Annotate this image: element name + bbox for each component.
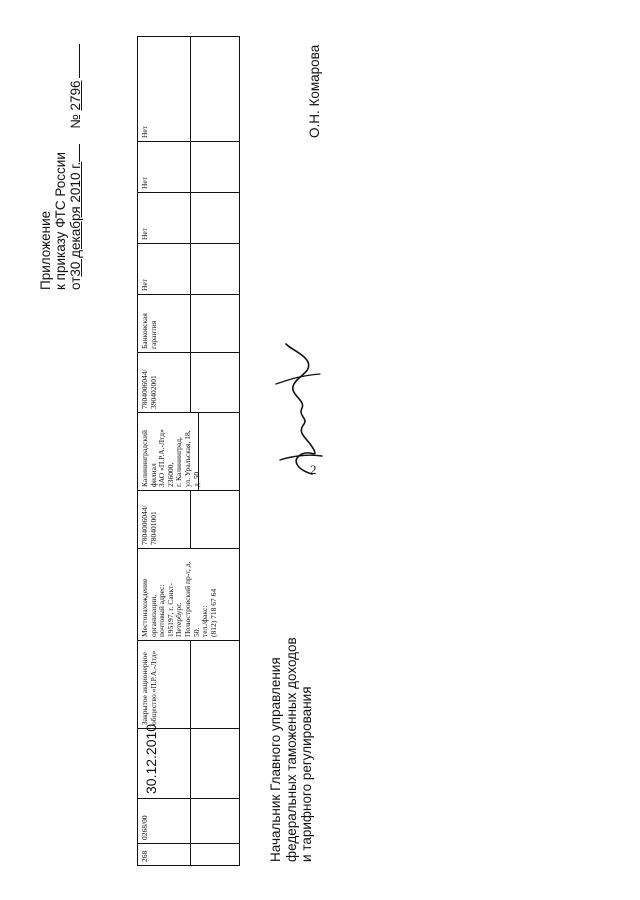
branch-line: г. Калининград, bbox=[174, 437, 184, 487]
col-branch bbox=[138, 412, 239, 490]
branch-line: ул. Уральская, 18, bbox=[182, 430, 192, 487]
col-flag-3 bbox=[138, 141, 239, 192]
address-line: 195197, г. Санкт-Петербург, bbox=[165, 583, 184, 637]
header-order-ref: к приказу ФТС России bbox=[53, 152, 68, 290]
col-row-number bbox=[138, 843, 239, 865]
organization-address bbox=[138, 549, 239, 640]
registration-date: 30.12.2010 bbox=[143, 723, 159, 794]
col-guarantee bbox=[138, 294, 239, 352]
signatory-title-line: Начальник Главного управления bbox=[268, 657, 283, 862]
registration-code: 0268/00 bbox=[140, 815, 149, 840]
col-organization-name bbox=[138, 640, 239, 728]
guarantee-type: Банковская гарантия bbox=[140, 313, 158, 349]
row-number: 268 bbox=[140, 850, 149, 862]
header-order-date-line bbox=[68, 44, 83, 290]
handwritten-signature bbox=[268, 340, 328, 480]
rotated-page-content bbox=[0, 20, 620, 880]
order-number: 2796 bbox=[68, 80, 83, 111]
flag-1-value: Нет bbox=[140, 278, 149, 291]
address-line: Полюстровский пр-т, д. 50. bbox=[182, 561, 201, 637]
flag-4-value: Нет bbox=[140, 125, 149, 138]
branch-info bbox=[138, 413, 201, 490]
page-number: 2 bbox=[310, 462, 317, 477]
branch-line: ЗАО «П.Р.А.-Лтд» 236000, bbox=[157, 429, 175, 487]
address-line: тел./факс: bbox=[200, 605, 210, 637]
col-branch-inn-kpp bbox=[138, 352, 239, 412]
header-appendix: Приложение bbox=[38, 210, 53, 290]
inn-kpp: 7804006044/ 780401001 bbox=[140, 505, 158, 545]
date-prefix: от bbox=[68, 276, 83, 290]
branch-line: д. 50. bbox=[191, 470, 201, 487]
signatory-title-line: и тарифного регулирования bbox=[299, 686, 314, 862]
branch-line: Калининградский филиал bbox=[140, 429, 158, 487]
address-line: (812) 718 67 64 bbox=[208, 588, 218, 637]
organization-name: Закрытое акционерное общество «П.Р.А.-Лтд» bbox=[140, 650, 158, 725]
branch-inn-kpp: 7804006044/ 390402001 bbox=[140, 369, 158, 409]
order-date: 30 декабря 2010 г. bbox=[68, 161, 83, 277]
col-address bbox=[138, 548, 239, 640]
col-date bbox=[138, 723, 239, 798]
col-flag-4 bbox=[138, 37, 239, 141]
document-table bbox=[137, 36, 240, 866]
address-line: Местонахождение организации, bbox=[140, 578, 158, 637]
col-flag-2 bbox=[138, 192, 239, 243]
signatory-name: О.Н. Комарова bbox=[307, 44, 322, 138]
col-registration-code bbox=[138, 798, 239, 843]
signatory-title bbox=[268, 637, 315, 862]
number-prefix: № bbox=[68, 114, 83, 129]
flag-2-value: Нет bbox=[140, 227, 149, 240]
flag-3-value: Нет bbox=[140, 176, 149, 189]
address-line: почтовый адрес: bbox=[157, 584, 167, 637]
col-flag-1 bbox=[138, 243, 239, 294]
order-header bbox=[38, 44, 83, 290]
signatory-title-line: федеральных таможенных доходов bbox=[283, 637, 299, 862]
col-inn-kpp bbox=[138, 490, 239, 548]
